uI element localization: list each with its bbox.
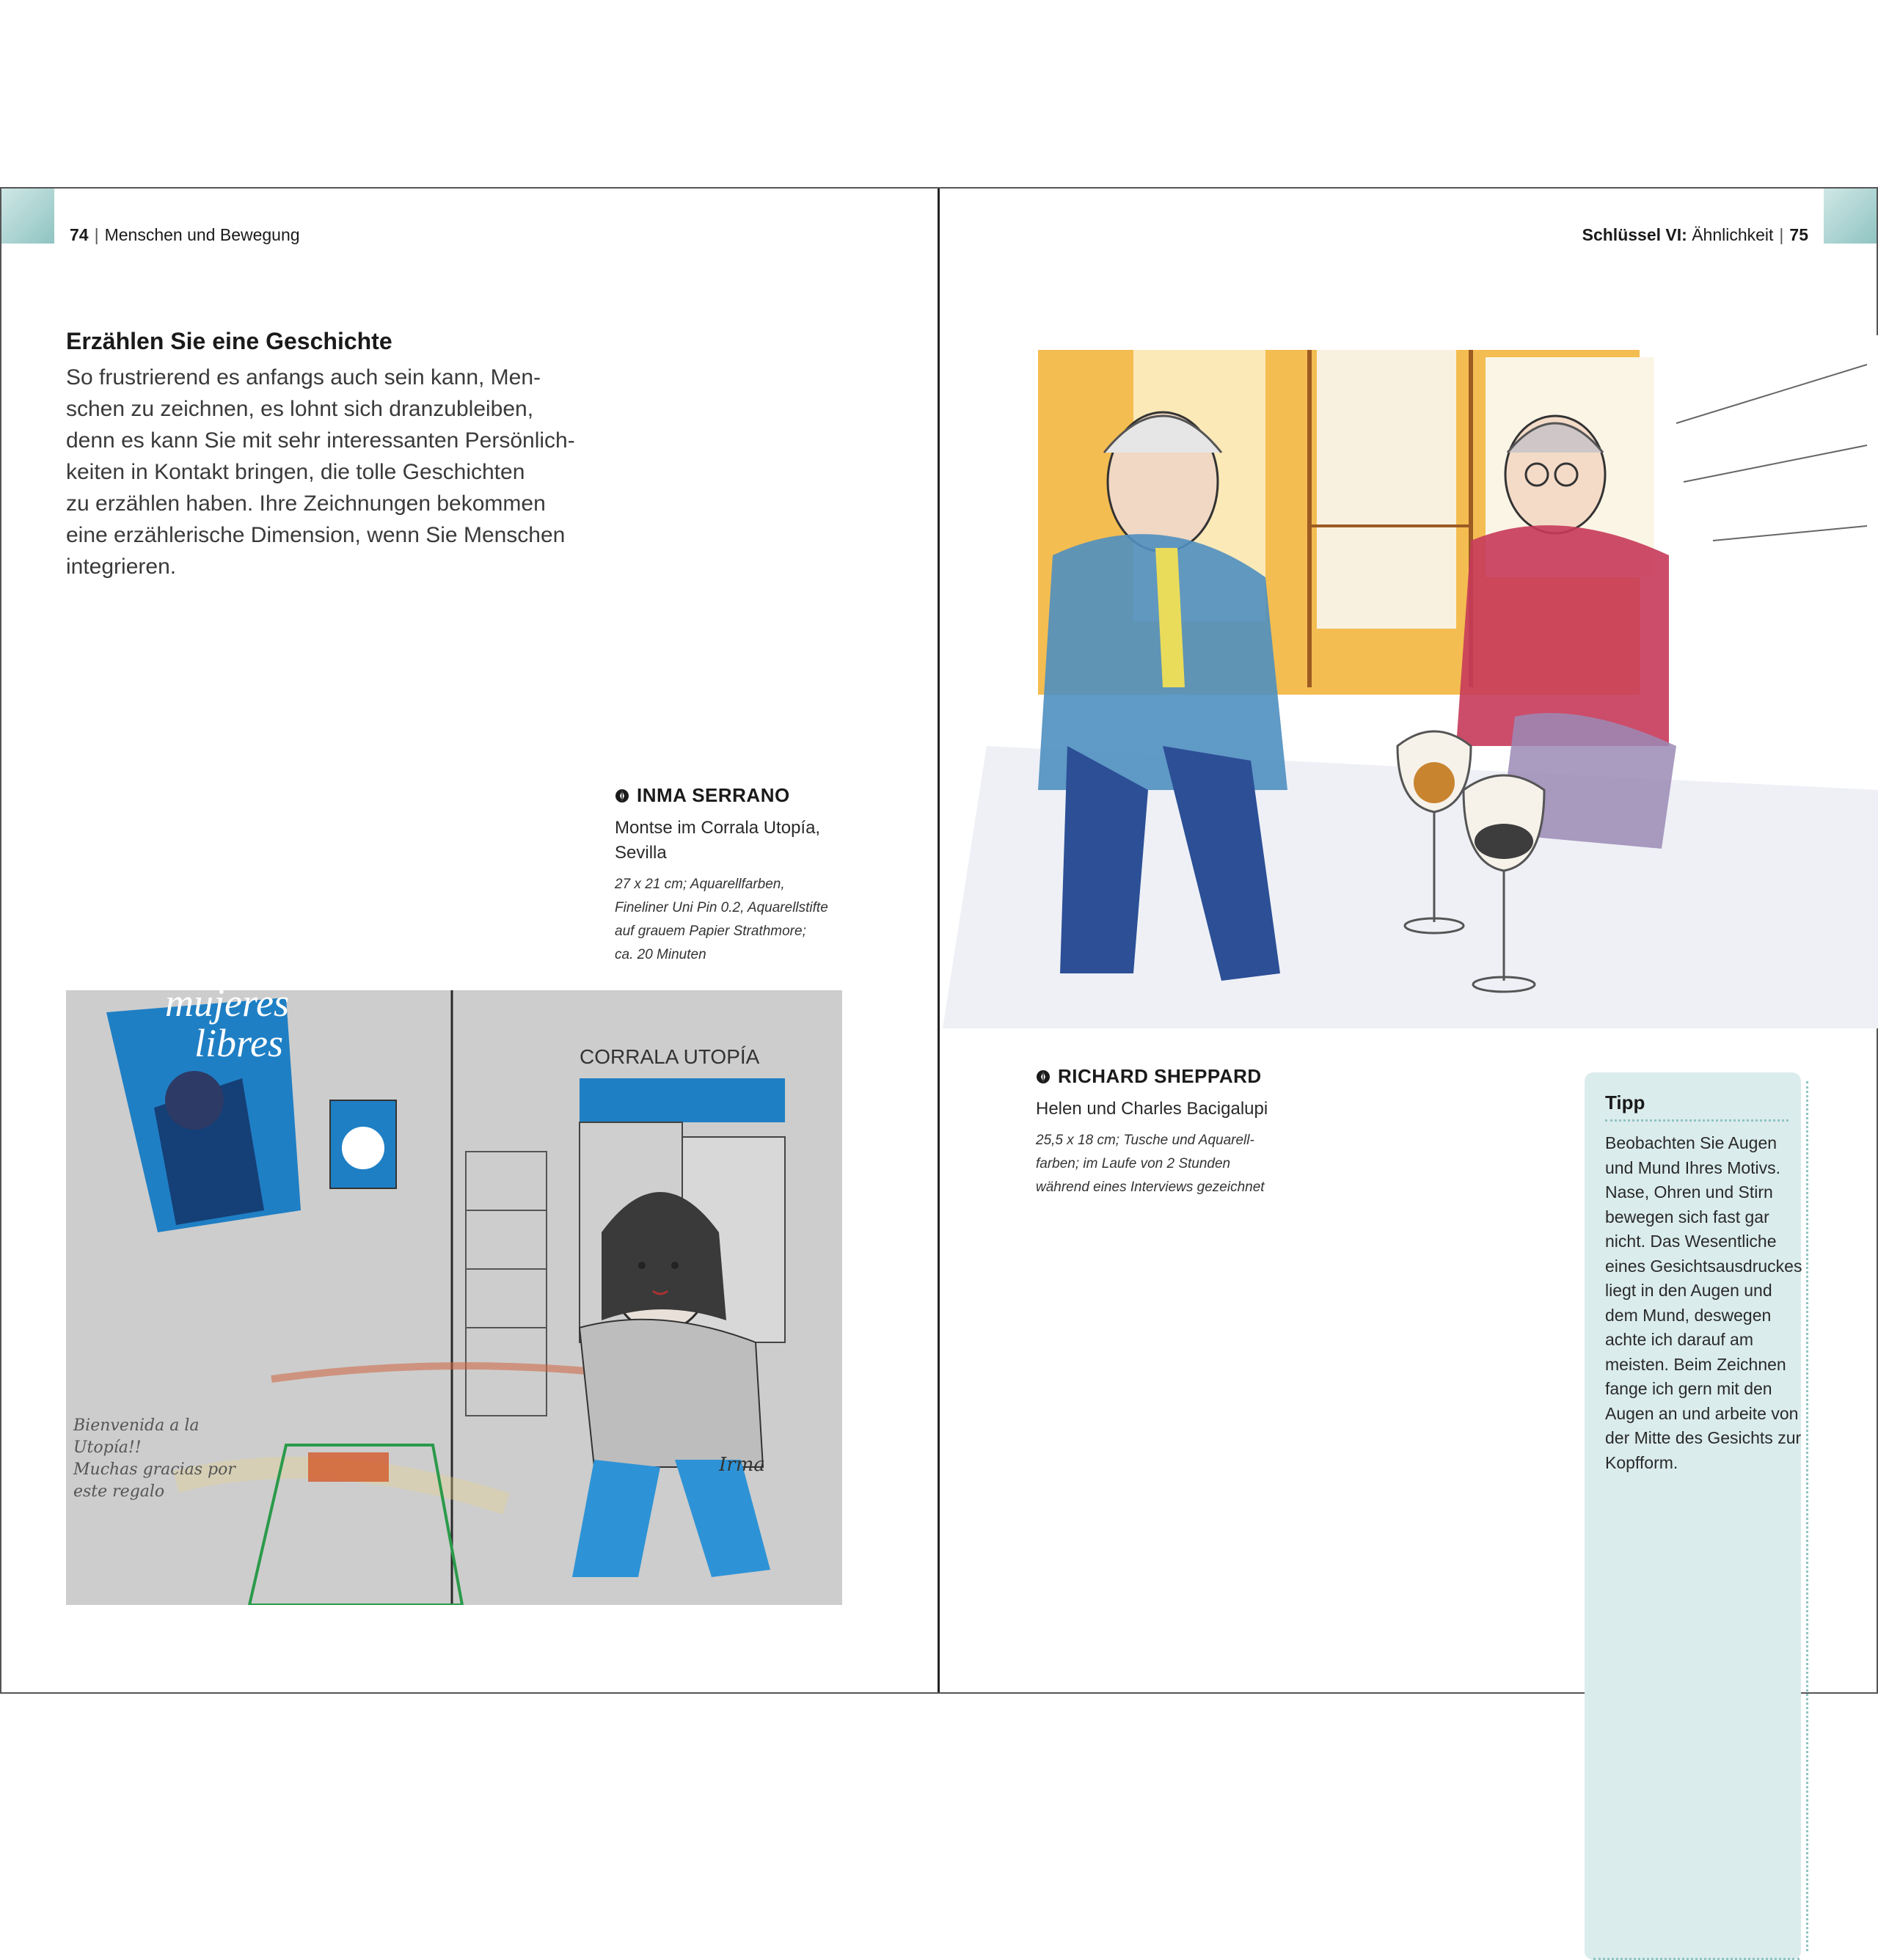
tip-heading: Tipp: [1605, 1091, 1645, 1114]
tip-line: Beobachten Sie Augen: [1605, 1133, 1777, 1152]
running-head-left: [70, 225, 300, 245]
tip-line: Nase, Ohren und Stirn: [1605, 1182, 1773, 1202]
tip-line: und Mund Ihres Motivs.: [1605, 1158, 1781, 1177]
page-number: 74: [70, 225, 89, 244]
spec-line: auf grauem Papier Strathmore;: [615, 924, 806, 939]
chapter-title: Ähnlichkeit: [1692, 225, 1774, 244]
intro-line: denn es kann Sie mit sehr interessanten Persönlich-: [66, 428, 575, 453]
intro-line: schen zu zeichnen, es lohnt sich dranzubleiben,: [66, 397, 534, 421]
thumb-tab-right: [1824, 189, 1877, 244]
spec-line: farben; im Laufe von 2 Stunden: [1036, 1156, 1231, 1171]
intro-line: So frustrierend es anfangs auch sein kann, Men-: [66, 365, 541, 390]
spec-line: 25,5 x 18 cm; Tusche und Aquarell-: [1036, 1133, 1254, 1148]
intro-line: integrieren.: [66, 555, 177, 579]
artist-name-row: [1036, 1065, 1268, 1088]
title-line: Montse im Corrala Utopía,: [615, 818, 821, 838]
tip-line: nicht. Das Wesentliche: [1605, 1232, 1777, 1251]
artwork-specs: [1036, 1129, 1268, 1199]
poster-title-line: mujeres: [165, 990, 289, 1025]
section-heading: Erzählen Sie eine Geschichte: [66, 328, 392, 354]
tip-line: meisten. Beim Zeichnen: [1605, 1354, 1786, 1374]
separator: |: [1779, 225, 1784, 244]
signage-text: CORRALA UTOPÍA: [580, 1045, 760, 1068]
book-spread: [0, 187, 1878, 1694]
chapter-title: Menschen und Bewegung: [104, 225, 300, 244]
handwritten-line: Utopía!!: [73, 1438, 142, 1457]
page-edge-left: [0, 189, 1, 1692]
tip-line: eines Gesichtsausdruckes: [1605, 1256, 1802, 1276]
artwork-helen-charles-bacigalupi: [943, 335, 1878, 1028]
tip-box-border-right: [1806, 1081, 1808, 1951]
pen-nib-icon: [615, 789, 629, 803]
thumb-tab-left: [1, 189, 54, 244]
title-line: Helen und Charles Bacigalupi: [1036, 1099, 1268, 1119]
running-head-right: [1582, 225, 1808, 245]
artist-name-row: [615, 784, 828, 807]
artwork-title: [615, 816, 828, 866]
artwork-title: [1036, 1097, 1268, 1122]
book-gutter: [938, 189, 940, 1692]
spec-line: 27 x 21 cm; Aquarellfarben,: [615, 877, 785, 892]
handwritten-line: Muchas gracias por: [73, 1460, 235, 1479]
artwork-specs: [615, 873, 828, 967]
chapter-prefix: Schlüssel VI:: [1582, 225, 1687, 244]
tip-line: Augen an und arbeite von: [1605, 1403, 1799, 1423]
artist-signature: Irma: [719, 1454, 765, 1476]
spec-line: Fineliner Uni Pin 0.2, Aquarellstifte: [615, 900, 828, 915]
handwritten-line: este regalo: [73, 1482, 165, 1501]
poster-title-line: libres: [194, 1021, 283, 1065]
intro-line: zu erzählen haben. Ihre Zeichnungen bekommen: [66, 491, 546, 516]
pen-nib-icon: [1036, 1069, 1051, 1084]
artist-name: RICHARD SHEPPARD: [1058, 1065, 1262, 1087]
artwork-montse-corrala-utopia: [66, 990, 842, 1605]
artwork-credit-left: [615, 784, 828, 967]
tip-line: bewegen sich fast gar: [1605, 1207, 1769, 1226]
artwork-credit-right: [1036, 1065, 1268, 1199]
separator: |: [94, 225, 99, 244]
intro-line: keiten in Kontakt bringen, die tolle Geschichten: [66, 460, 525, 484]
intro-line: eine erzählerische Dimension, wenn Sie Menschen: [66, 523, 566, 547]
intro-paragraph: [66, 362, 580, 582]
tip-box: [1585, 1072, 1808, 1960]
tip-line: dem Mund, deswegen: [1605, 1305, 1772, 1325]
tip-divider: [1605, 1119, 1789, 1122]
tip-body: [1605, 1131, 1803, 1475]
tip-line: der Mitte des Gesichts zur: [1605, 1428, 1802, 1447]
spec-line: ca. 20 Minuten: [615, 947, 706, 962]
tip-line: Kopfform.: [1605, 1452, 1678, 1472]
handwritten-line: Bienvenida a la: [73, 1416, 200, 1435]
artist-name: INMA SERRANO: [637, 784, 790, 806]
title-line: Sevilla: [615, 843, 667, 863]
spec-line: während eines Interviews gezeichnet: [1036, 1180, 1265, 1195]
tip-line: fange ich gern mit den: [1605, 1379, 1772, 1398]
tip-line: achte ich darauf am: [1605, 1330, 1754, 1349]
page-number: 75: [1789, 225, 1808, 244]
tip-line: liegt in den Augen und: [1605, 1281, 1772, 1300]
